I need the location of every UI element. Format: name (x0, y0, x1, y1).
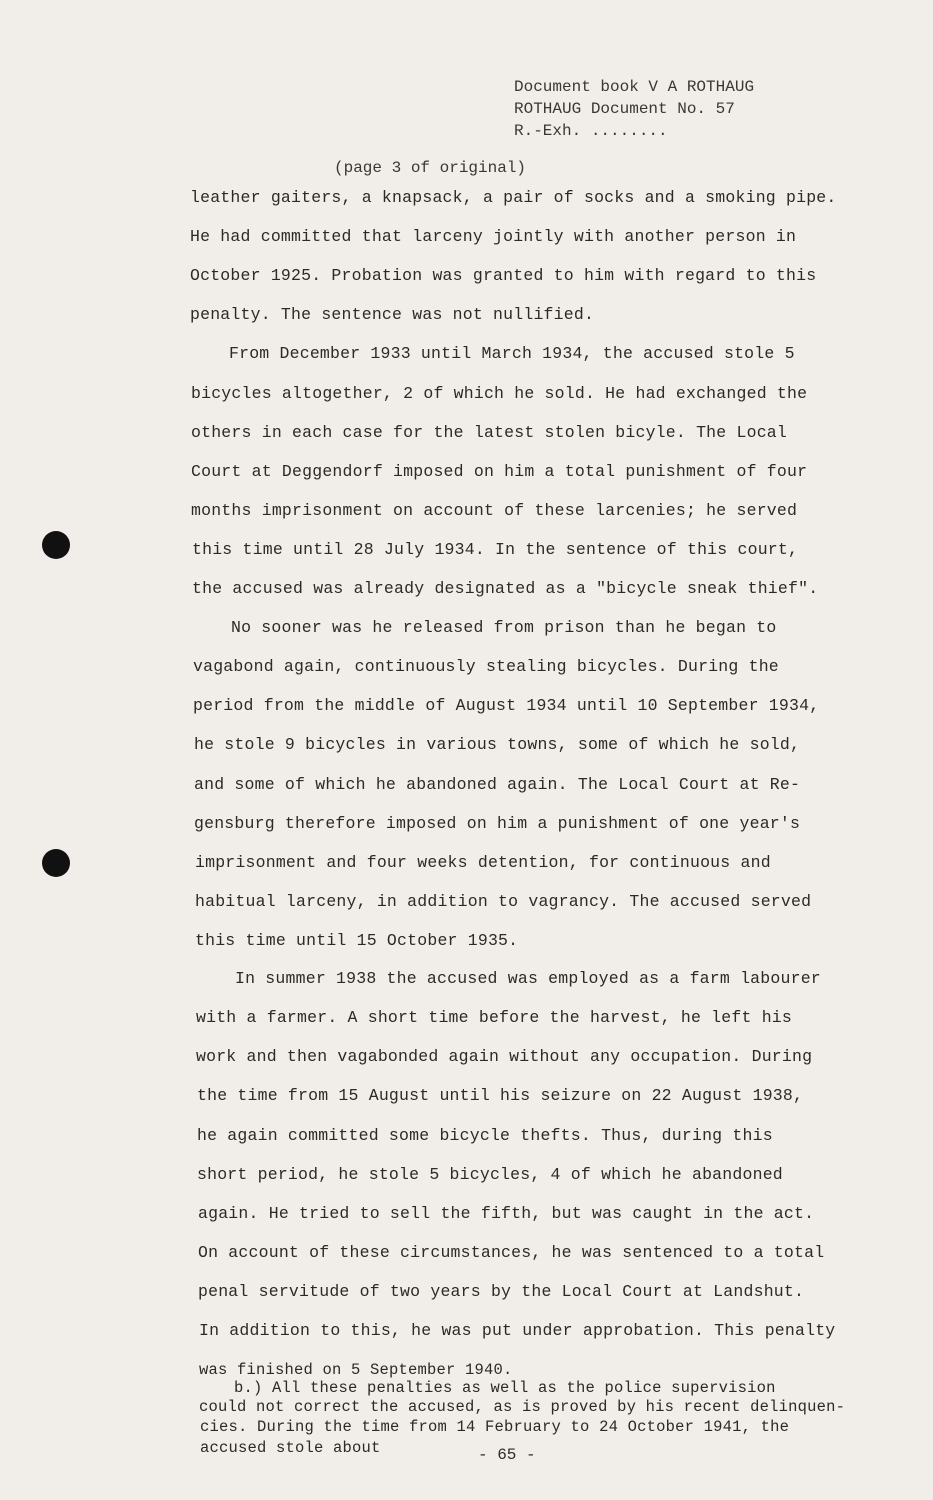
text-line: work and then vagabonded again without any occupation. During (196, 1047, 813, 1066)
text-line: others in each case for the latest stolen bicyle. The Local (191, 423, 787, 442)
text-line: In summer 1938 the accused was employed as a farm labourer (235, 969, 821, 988)
header-line-2: ROTHAUG Document No. 57 (514, 100, 735, 118)
text-line: From December 1933 until March 1934, the accused stole 5 (229, 344, 795, 363)
text-line: He had committed that larceny jointly with another person in (190, 227, 797, 246)
text-line: this time until 15 October 1935. (195, 931, 519, 950)
text-line: cies. During the time from 14 February to 24 October 1941, the (200, 1418, 790, 1436)
text-line: vagabond again, continuously stealing bicycles. During the (193, 657, 779, 676)
header-line-3: R.-Exh. ........ (514, 122, 668, 140)
text-line: penal servitude of two years by the Local Court at Landshut. (198, 1282, 805, 1301)
text-line: short period, he stole 5 bicycles, 4 of which he abandoned (197, 1165, 783, 1184)
header-line-1: Document book V A ROTHAUG (514, 78, 755, 96)
text-line: months imprisonment on account of these larcenies; he served (191, 501, 798, 520)
text-line: bicycles altogether, 2 of which he sold. He had exchanged the (191, 384, 808, 403)
text-line: could not correct the accused, as is proved by his recent delinquen- (199, 1398, 846, 1416)
text-line: he again committed some bicycle thefts. Thus, during this (197, 1126, 773, 1145)
text-line: was finished on 5 September 1940. (199, 1361, 513, 1379)
punch-hole-lower (42, 849, 70, 877)
text-line: gensburg therefore imposed on him a punishment of one year's (194, 814, 801, 833)
text-line: again. He tried to sell the fifth, but was caught in the act. (198, 1204, 815, 1223)
text-line: with a farmer. A short time before the harvest, he left his (196, 1008, 792, 1027)
text-line: period from the middle of August 1934 until 10 September 1934, (193, 696, 820, 715)
text-line: leather gaiters, a knapsack, a pair of socks and a smoking pipe. (190, 188, 837, 207)
text-line: this time until 28 July 1934. In the sentence of this court, (192, 540, 799, 559)
page-caption: (page 3 of original) (334, 159, 527, 177)
text-line: he stole 9 bicycles in various towns, some of which he sold, (194, 735, 801, 754)
text-line: penalty. The sentence was not nullified. (190, 305, 595, 324)
text-line: imprisonment and four weeks detention, for continuous and (195, 853, 771, 872)
text-line: In addition to this, he was put under approbation. This penalty (199, 1321, 836, 1340)
text-line: On account of these circumstances, he was sentenced to a total (198, 1243, 825, 1262)
text-line: October 1925. Probation was granted to him with regard to this (190, 266, 817, 285)
text-line: No sooner was he released from prison than he began to (231, 618, 777, 637)
page-number: - 65 - (478, 1446, 536, 1464)
text-line: accused stole about (200, 1439, 381, 1457)
text-line: habitual larceny, in addition to vagrancy. The accused served (195, 892, 812, 911)
text-line: the time from 15 August until his seizure on 22 August 1938, (197, 1086, 804, 1105)
text-line: the accused was already designated as a "bicycle sneak thief". (192, 579, 819, 598)
text-line: b.) All these penalties as well as the police supervision (234, 1379, 776, 1397)
punch-hole-upper (42, 531, 70, 559)
text-line: Court at Deggendorf imposed on him a total punishment of four (191, 462, 808, 481)
text-line: and some of which he abandoned again. The Local Court at Re- (194, 775, 801, 794)
document-header (514, 76, 754, 142)
